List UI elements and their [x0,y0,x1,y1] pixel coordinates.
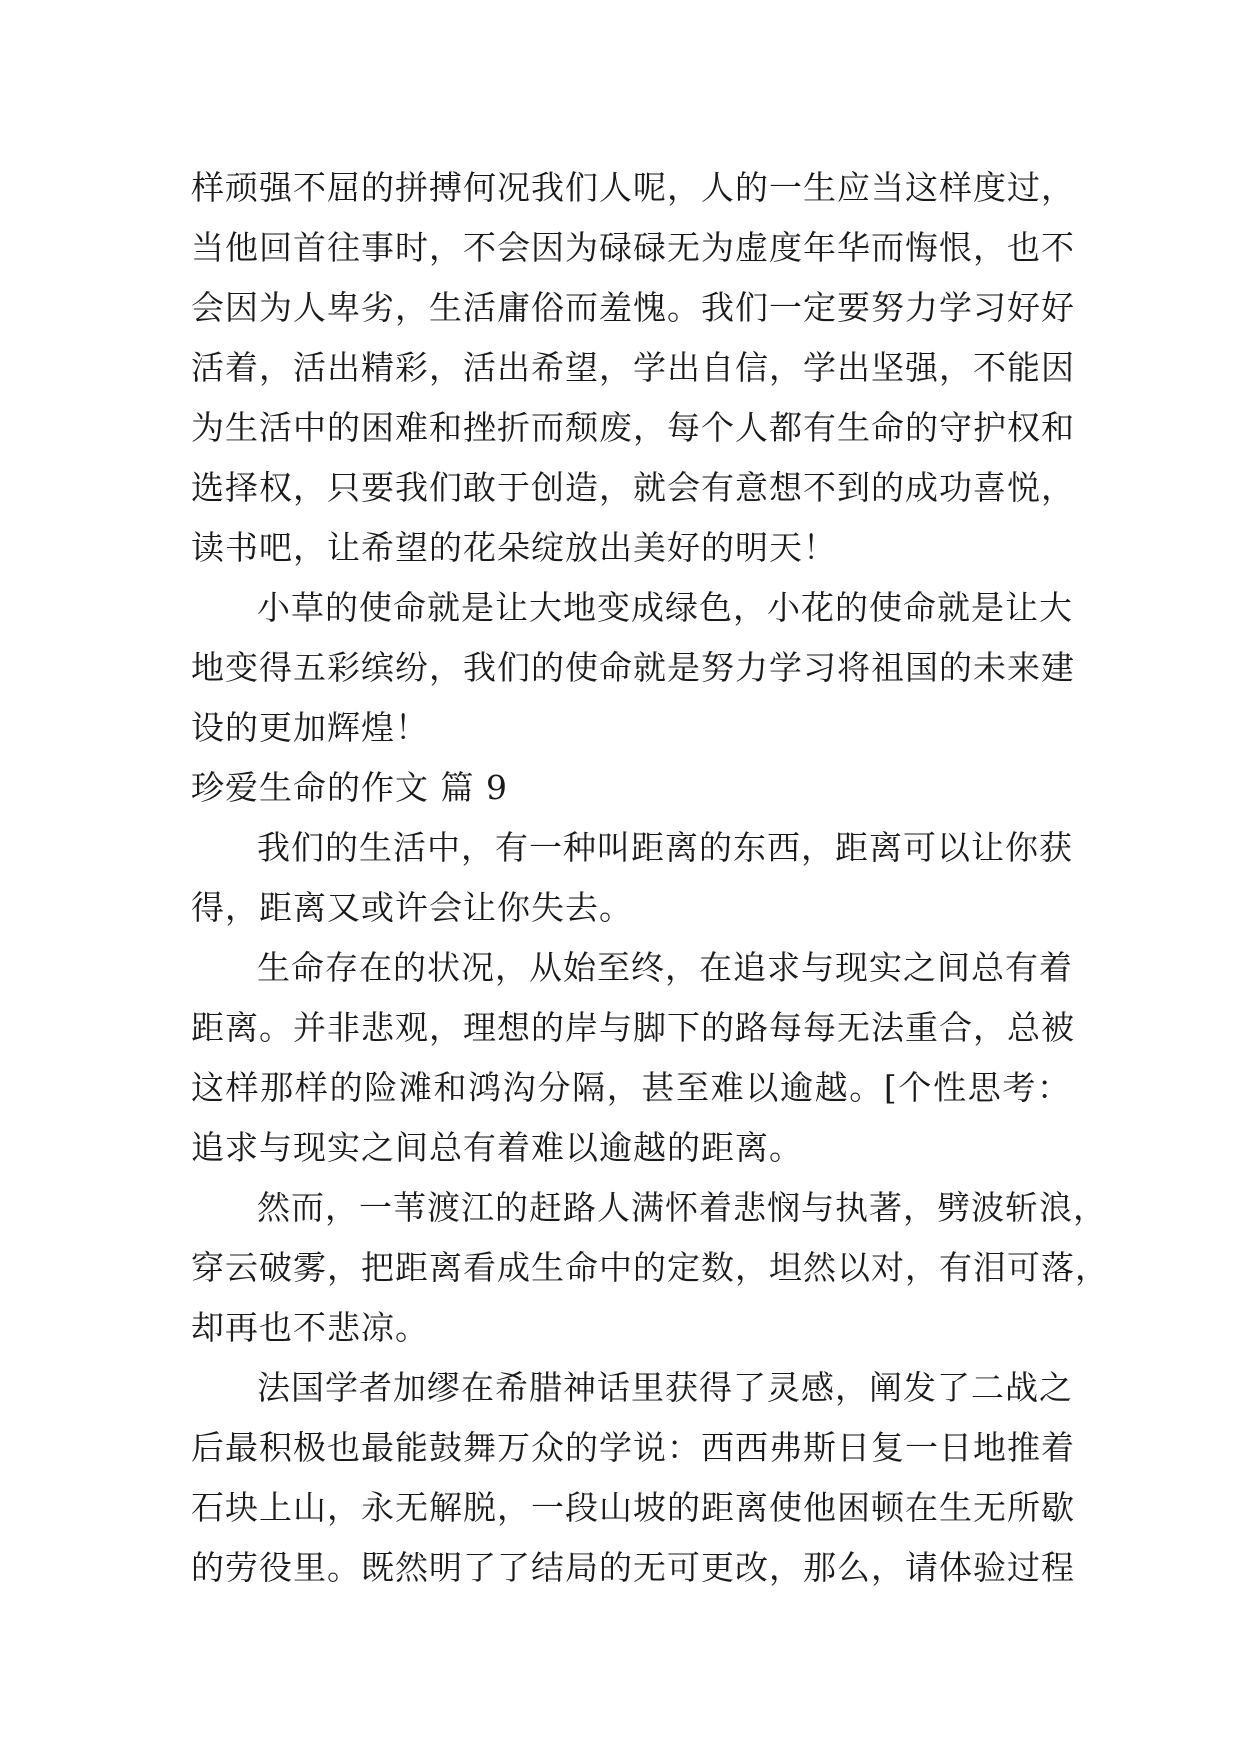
text-line: 石块上山，永无解脱，一段山坡的距离使他困顿在生无所歇 [191,1488,1075,1527]
text-line: 这样那样的险滩和鸿沟分隔，甚至难以逾越。[个性思考： [191,1068,1071,1107]
text-line: 然而，一苇渡江的赶路人满怀着悲悯与执著，劈波斩浪， [257,1188,1107,1227]
paragraph [191,818,1071,938]
text-line: 选择权，只要我们敢于创造，就会有意想不到的成功喜悦， [191,468,1075,507]
paragraph [191,938,1075,1178]
text-line: 设的更加辉煌！ [191,708,429,747]
paragraph [191,158,1075,578]
text-line: 后最积极也最能鼓舞万众的学说：西西弗斯日复一日地推着 [191,1428,1075,1467]
paragraph [191,1358,1075,1598]
text-line: 生命存在的状况，从始至终，在追求与现实之间总有着 [257,948,1073,987]
document-body [191,158,1109,1598]
text-line: 追求与现实之间总有着难以逾越的距离。 [191,1128,803,1167]
text-line: 活着，活出精彩，活出希望，学出自信，学出坚强，不能因 [191,348,1075,387]
text-line: 法国学者加缪在希腊神话里获得了灵感，阐发了二战之 [257,1368,1073,1407]
text-line: 样顽强不屈的拼搏何况我们人呢，人的一生应当这样度过， [191,168,1075,207]
text-line: 地变得五彩缤纷，我们的使命就是努力学习将祖国的未来建 [191,648,1075,687]
text-line: 距离。并非悲观，理想的岸与脚下的路每每无法重合，总被 [191,1008,1075,1047]
text-line: 的劳役里。既然明了了结局的无可更改，那么，请体验过程 [191,1548,1075,1587]
text-line: 小草的使命就是让大地变成绿色，小花的使命就是让大 [257,588,1073,627]
text-line: 我们的生活中，有一种叫距离的东西，距离可以让你获 [257,828,1073,867]
paragraph [191,1178,1109,1358]
paragraph [191,578,1075,758]
text-line: 读书吧，让希望的花朵绽放出美好的明天！ [191,528,837,567]
section-heading: 珍爱生命的作文 篇 9 [191,768,508,807]
text-line: 穿云破雾，把距离看成生命中的定数，坦然以对，有泪可落， [191,1248,1109,1287]
text-line: 当他回首往事时，不会因为碌碌无为虚度年华而悔恨，也不 [191,228,1075,267]
text-line: 为生活中的困难和挫折而颓废，每个人都有生命的守护权和 [191,408,1075,447]
text-line: 却再也不悲凉。 [191,1308,429,1347]
text-line: 会因为人卑劣，生活庸俗而羞愧。我们一定要努力学习好好 [191,288,1075,327]
text-line: 得，距离又或许会让你失去。 [191,888,633,927]
